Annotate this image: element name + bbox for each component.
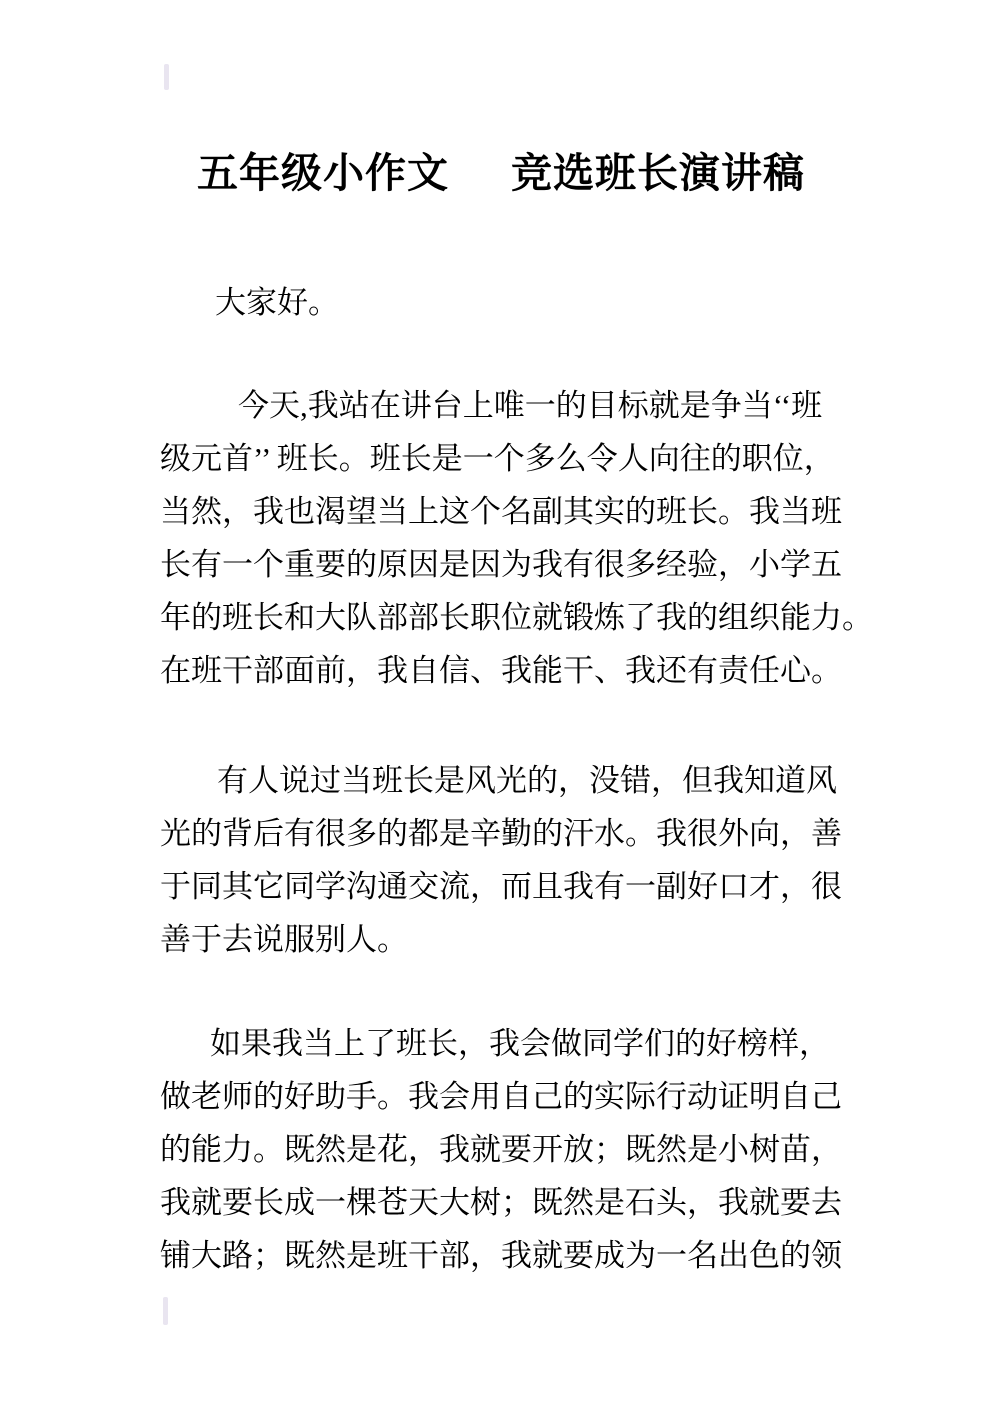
text-line: 大家好。: [215, 285, 339, 320]
text-line: 于同其它同学沟通交流，而且我有一副好口才，很: [160, 869, 842, 904]
text-line: 的能力。既然是花，我就要开放；既然是小树苗，: [160, 1132, 842, 1167]
scan-artifact-bottom: [163, 1297, 168, 1325]
paragraph-promises: [160, 1017, 872, 1282]
text-line: 长有一个重要的原因是因为我有很多经验，小学五: [160, 547, 842, 582]
text-line: 今天,我站在讲台上唯一的目标就是争当‘‘班: [238, 388, 823, 423]
text-line: 如果我当上了班长，我会做同学们的好榜样，: [210, 1026, 830, 1061]
document-title: [197, 149, 805, 197]
paragraph-goal-and-experience: [160, 379, 872, 697]
text-line: 当然，我也渴望当上这个名副其实的班长。我当班: [160, 494, 842, 529]
scan-artifact-top: [164, 64, 169, 90]
text-line: 我就要长成一棵苍天大树；既然是石头，我就要去: [160, 1185, 842, 1220]
text-line: 铺大路；既然是班干部，我就要成为一名出色的领: [160, 1238, 842, 1273]
text-line: 善于去说服别人。: [160, 922, 408, 957]
paragraph-hard-work-and-strengths: [160, 754, 872, 966]
title-essay-category: 五年级小作文: [197, 150, 449, 197]
text-line: 做老师的好助手。我会用自己的实际行动证明自己: [160, 1079, 842, 1114]
text-line: 年的班长和大队部部长职位就锻炼了我的组织能力。: [160, 600, 873, 635]
text-line: 光的背后有很多的都是辛勤的汗水。我很外向，善: [160, 816, 842, 851]
title-essay-name: 竞选班长演讲稿: [511, 150, 805, 197]
text-line: 在班干部面前，我自信、我能干、我还有责任心。: [160, 653, 842, 688]
text-line: 有人说过当班长是风光的，没错，但我知道风: [217, 763, 837, 798]
text-line: 级元首’’ 班长。班长是一个多么令人向往的职位，: [160, 441, 835, 476]
paragraph-greeting: [160, 276, 872, 329]
